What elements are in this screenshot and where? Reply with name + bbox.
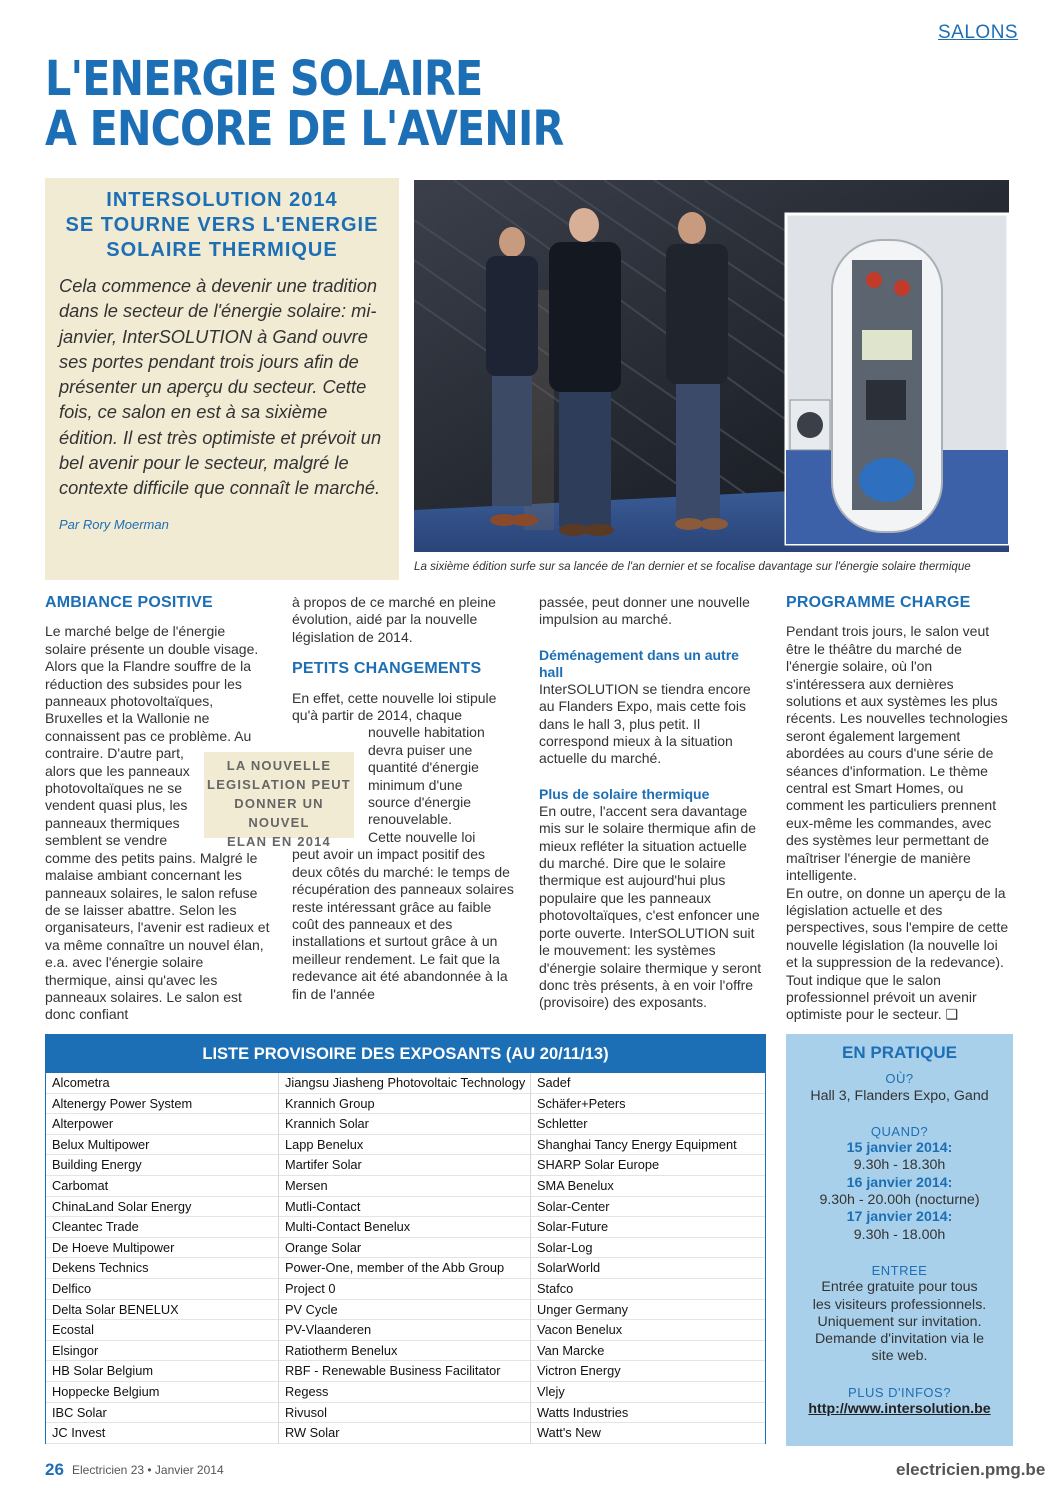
exhibitor-name: Cleantec Trade xyxy=(46,1217,278,1238)
exhibitor-name: SMA Benelux xyxy=(531,1176,765,1197)
exhibitor-name: SHARP Solar Europe xyxy=(531,1155,765,1176)
col1-text-7: semblent se vendre xyxy=(45,832,168,849)
intro-author: Par Rory Moerman xyxy=(59,516,169,532)
exhibitor-name: Carbomat xyxy=(46,1176,278,1197)
footer-website: electricien.pmg.be xyxy=(896,1460,1046,1479)
col2-text-6: minimum d'une xyxy=(368,776,463,793)
col2-text-1: à propos de ce marché en pleine évolution, aidé par la nouvelle législation de 2014. xyxy=(292,594,496,645)
col3-text-2: InterSOLUTION se tiendra encore au Flanders Expo, mais cette fois dans le hall 3, plus petit. Il correspond mieux à la situation actuelle du marché. xyxy=(539,680,751,767)
exhibitor-name: Vlejy xyxy=(531,1382,765,1403)
exhibitor-name: Power-One, member of the Abb Group xyxy=(279,1258,530,1279)
col1-text-2: contraire. D'autre part, xyxy=(45,745,184,762)
label-infos: PLUS D'INFOS? xyxy=(848,1384,951,1400)
exhibitor-name: Orange Solar xyxy=(279,1238,530,1259)
exhibitor-name: Mutli-Contact xyxy=(279,1197,530,1218)
exhibitor-name: PV Cycle xyxy=(279,1300,530,1321)
col1-text-5: vendent quasi plus, les xyxy=(45,797,188,814)
exhibitor-column-3 xyxy=(531,1073,765,1444)
exhibitor-name: Solar-Future xyxy=(531,1217,765,1238)
exhibitor-name: Rivusol xyxy=(279,1403,530,1424)
column-3 xyxy=(539,594,764,1012)
value-location: Hall 3, Flanders Expo, Gand xyxy=(810,1087,989,1104)
headline: L'ENERGIE SOLAIRE A ENCORE DE L'AVENIR xyxy=(45,51,564,157)
col2-text-9: Cette nouvelle loi xyxy=(368,828,476,845)
exhibitor-name: Elsingor xyxy=(46,1341,278,1362)
col4-text-1: Pendant trois jours, le salon veut être le théâtre du marché de l'énergie solaire, où l'on s'intéressera aux dernières solutions et aux systèmes les plus récents. Les nouvelles technologies seront également largement abordées au cours d'une série de séances d'information. Le thème central est Smart Homes, ou comment les particuliers prennent eux-même les commandes, avec des systèmes leur permettant de maîtriser l'énergie de manière intelligente. xyxy=(786,623,1008,884)
exhibitor-name: IBC Solar xyxy=(46,1403,278,1424)
exhibitor-name: Dekens Technics xyxy=(46,1258,278,1279)
subheading-demenagement: Déménagement dans un autre hall xyxy=(539,646,739,680)
exhibitor-name: Krannich Solar xyxy=(279,1114,530,1135)
exhibition-photo xyxy=(414,180,1009,552)
pull-quote-line-1: LA NOUVELLE xyxy=(226,758,332,773)
pull-quote xyxy=(204,752,354,849)
exhibitor-grid xyxy=(46,1073,765,1444)
exhibitor-name: Alterpower xyxy=(46,1114,278,1135)
exhibitor-name: Delta Solar BENELUX xyxy=(46,1300,278,1321)
exhibitor-name: PV-Vlaanderen xyxy=(279,1320,530,1341)
exhibitor-name: Shanghai Tancy Energy Equipment xyxy=(531,1135,765,1156)
section-tag: SALONS xyxy=(938,22,1019,43)
exhibitor-name: Building Energy xyxy=(46,1155,278,1176)
intro-box xyxy=(45,178,399,580)
col2-text-2: En effet, cette nouvelle loi stipule qu'à partir de 2014, chaque xyxy=(292,689,497,724)
exhibitor-list-title: LISTE PROVISOIRE DES EXPOSANTS (AU 20/11/13) xyxy=(46,1035,765,1073)
person-middle xyxy=(549,208,621,536)
website-link[interactable]: http://www.intersolution.be xyxy=(808,1401,991,1418)
exhibitor-name: Van Marcke xyxy=(531,1341,765,1362)
exhibitor-name: Vacon Benelux xyxy=(531,1320,765,1341)
heading-ambiance: AMBIANCE POSITIVE xyxy=(45,594,213,611)
col1-text-1: Le marché belge de l'énergie solaire présente un double visage. Alors que la Flandre souffre de la réduction des subsides pour les panneaux photovoltaïques, Bruxelles et la Wallonie ne connaissent pas ce problème. Au xyxy=(45,623,259,744)
heading-petits-changements: PETITS CHANGEMENTS xyxy=(292,660,482,678)
date-1: 15 janvier 2014: xyxy=(846,1140,953,1157)
label-ou: OÙ? xyxy=(885,1071,914,1087)
exhibitor-name: De Hoeve Multipower xyxy=(46,1238,278,1259)
exhibitor-name: Sadef xyxy=(531,1073,765,1094)
col3-text-3: En outre, l'accent sera davantage mis sur le solaire thermique afin de mieux refléter la situation actuelle du marché. Dire que le solaire thermique est aujourd'hui plus populaire que les panneaux photovoltaïques, c'est enfoncer une porte ouverte. InterSOLUTION suit le mouvement: les systèmes d'énergie solaire thermique y seront donc très présents, à en voir l'offre (provisoire) des exposants. xyxy=(539,802,762,1011)
exhibitor-name: Solar-Log xyxy=(531,1238,765,1259)
label-quand: QUAND? xyxy=(870,1123,929,1139)
exhibitor-name: Solar-Center xyxy=(531,1197,765,1218)
col1-text-4: photovoltaïques ne se xyxy=(45,780,182,797)
col2-text-4: devra puiser une xyxy=(368,741,473,758)
exhibitor-name: Hoppecke Belgium xyxy=(46,1382,278,1403)
date-2: 16 janvier 2014: xyxy=(846,1174,953,1191)
exhibitor-name: RBF - Renewable Business Facilitator xyxy=(279,1361,530,1382)
exhibitor-name: Schletter xyxy=(531,1114,765,1135)
pull-quote-line-4: ELAN EN 2014 xyxy=(227,834,331,849)
exhibitor-name: ChinaLand Solar Energy xyxy=(46,1197,278,1218)
col1-text-8: comme des petits pains. Malgré le malaise ambiant concernant les panneaux solaires, le salon refuse de se laisser abattre. Selon les organisateurs, l'avenir est radieux et va même connaître un nouvel élan, e.a. avec l'énergie solaire thermique, ainsi qu'avec les panneaux solaires. Le salon est donc confiant xyxy=(45,849,270,1023)
exhibitor-name: Unger Germany xyxy=(531,1300,765,1321)
column-4 xyxy=(786,594,1012,1024)
subheading-solaire-thermique: Plus de solaire thermique xyxy=(539,785,710,802)
col2-text-10: peut avoir un impact positif des deux côtés du marché: le temps de récupération des panneaux solaires reste intéressant grâce au faible coût des panneaux et des installations et surtout grâce à un meilleur rendement. Le fait que la redevance ait été abandonnée à la fin de l'année xyxy=(292,846,514,1002)
col2-text-3: nouvelle habitation xyxy=(368,724,485,741)
date-3: 17 janvier 2014: xyxy=(846,1209,953,1226)
col2-text-5: quantité d'énergie xyxy=(368,759,479,776)
exhibitor-name: Schäfer+Peters xyxy=(531,1094,765,1115)
exhibitor-column-1 xyxy=(46,1073,279,1444)
exhibitor-name: Mersen xyxy=(279,1176,530,1197)
exhibitor-name: Victron Energy xyxy=(531,1361,765,1382)
exhibitor-name: RW Solar xyxy=(279,1423,530,1444)
exhibitor-name: Delfico xyxy=(46,1279,278,1300)
intro-body: Cela commence à devenir une tradition dans le secteur de l'énergie solaire: mi-janvier, InterSOLUTION à Gand ouvre ses portes pendant trois jours afin de présenter un aperçu du secteur. Cette fois, ce salon en est à sa sixième édition. Il est très optimiste et prévoit un bel avenir pour le secteur, malgré le contexte difficile que connaît le marché. xyxy=(59,275,382,499)
exhibitor-name: Stafco xyxy=(531,1279,765,1300)
exhibitor-name: Ratiotherm Benelux xyxy=(279,1341,530,1362)
exhibitor-name: Watts Industries xyxy=(531,1403,765,1424)
exhibitor-column-2 xyxy=(279,1073,531,1444)
exhibitor-name: Altenergy Power System xyxy=(46,1094,278,1115)
col2-text-8: renouvelable. xyxy=(368,811,453,828)
magazine-issue: Electricien 23 • Janvier 2014 xyxy=(72,1463,224,1477)
exhibitor-name: Martifer Solar xyxy=(279,1155,530,1176)
photo-caption: La sixième édition surfe sur sa lancée de l'an dernier et se focalise davantage sur l'énergie solaire thermique xyxy=(414,560,971,573)
label-entree: ENTREE xyxy=(871,1262,928,1278)
exhibitor-name: Jiangsu Jiasheng Photovoltaic Technology xyxy=(279,1073,530,1094)
hours-1: 9.30h - 18.30h xyxy=(853,1157,946,1174)
exhibitor-name: Lapp Benelux xyxy=(279,1135,530,1156)
col2-text-7: source d'énergie xyxy=(368,794,472,811)
hours-3: 9.30h - 18.00h xyxy=(853,1226,946,1243)
exhibitor-name: Regess xyxy=(279,1382,530,1403)
hours-2: 9.30h - 20.00h (nocturne) xyxy=(819,1192,980,1209)
en-pratique-box xyxy=(786,1034,1013,1446)
en-pratique-title: EN PRATIQUE xyxy=(842,1043,957,1062)
exhibitor-name: HB Solar Belgium xyxy=(46,1361,278,1382)
person-left xyxy=(486,227,538,526)
exhibitor-name: Belux Multipower xyxy=(46,1135,278,1156)
intro-subtitle: INTERSOLUTION 2014 SE TOURNE VERS L'ENERGIE SOLAIRE THERMIQUE xyxy=(65,189,379,261)
col3-text-1: passée, peut donner une nouvelle impulsion au marché. xyxy=(539,594,750,628)
pull-quote-line-2: LEGISLATION PEUT xyxy=(207,777,351,792)
exhibitor-name: JC Invest xyxy=(46,1423,278,1444)
col1-text-6: panneaux thermiques xyxy=(45,814,180,831)
exhibitor-name: Project 0 xyxy=(279,1279,530,1300)
page-number: 26 xyxy=(45,1460,64,1479)
exhibitor-name: Ecostal xyxy=(46,1320,278,1341)
pull-quote-line-3: DONNER UN NOUVEL xyxy=(234,796,324,830)
exhibitor-name: Multi-Contact Benelux xyxy=(279,1217,530,1238)
exhibitor-list xyxy=(45,1034,766,1444)
value-entree: Entrée gratuite pour tous les visiteurs professionnels. Uniquement sur invitation. Demande d'invitation via le site web. xyxy=(812,1279,987,1365)
exhibitor-name: Watt's New xyxy=(531,1423,765,1444)
exhibitor-name: Krannich Group xyxy=(279,1094,530,1115)
exhibitor-name: Alcometra xyxy=(46,1073,278,1094)
col4-text-2: En outre, on donne un aperçu de la législation actuelle et des perspectives, sous l'empire de cette nouvelle législation (la nouvelle loi et la suppression de la redevance). Tout indique que le salon professionnel prévoit un avenir optimiste pour le secteur. ❑ xyxy=(786,884,1009,1023)
col1-text-3: alors que les panneaux xyxy=(45,762,190,779)
heading-programme: PROGRAMME CHARGE xyxy=(786,594,971,611)
exhibitor-name: SolarWorld xyxy=(531,1258,765,1279)
